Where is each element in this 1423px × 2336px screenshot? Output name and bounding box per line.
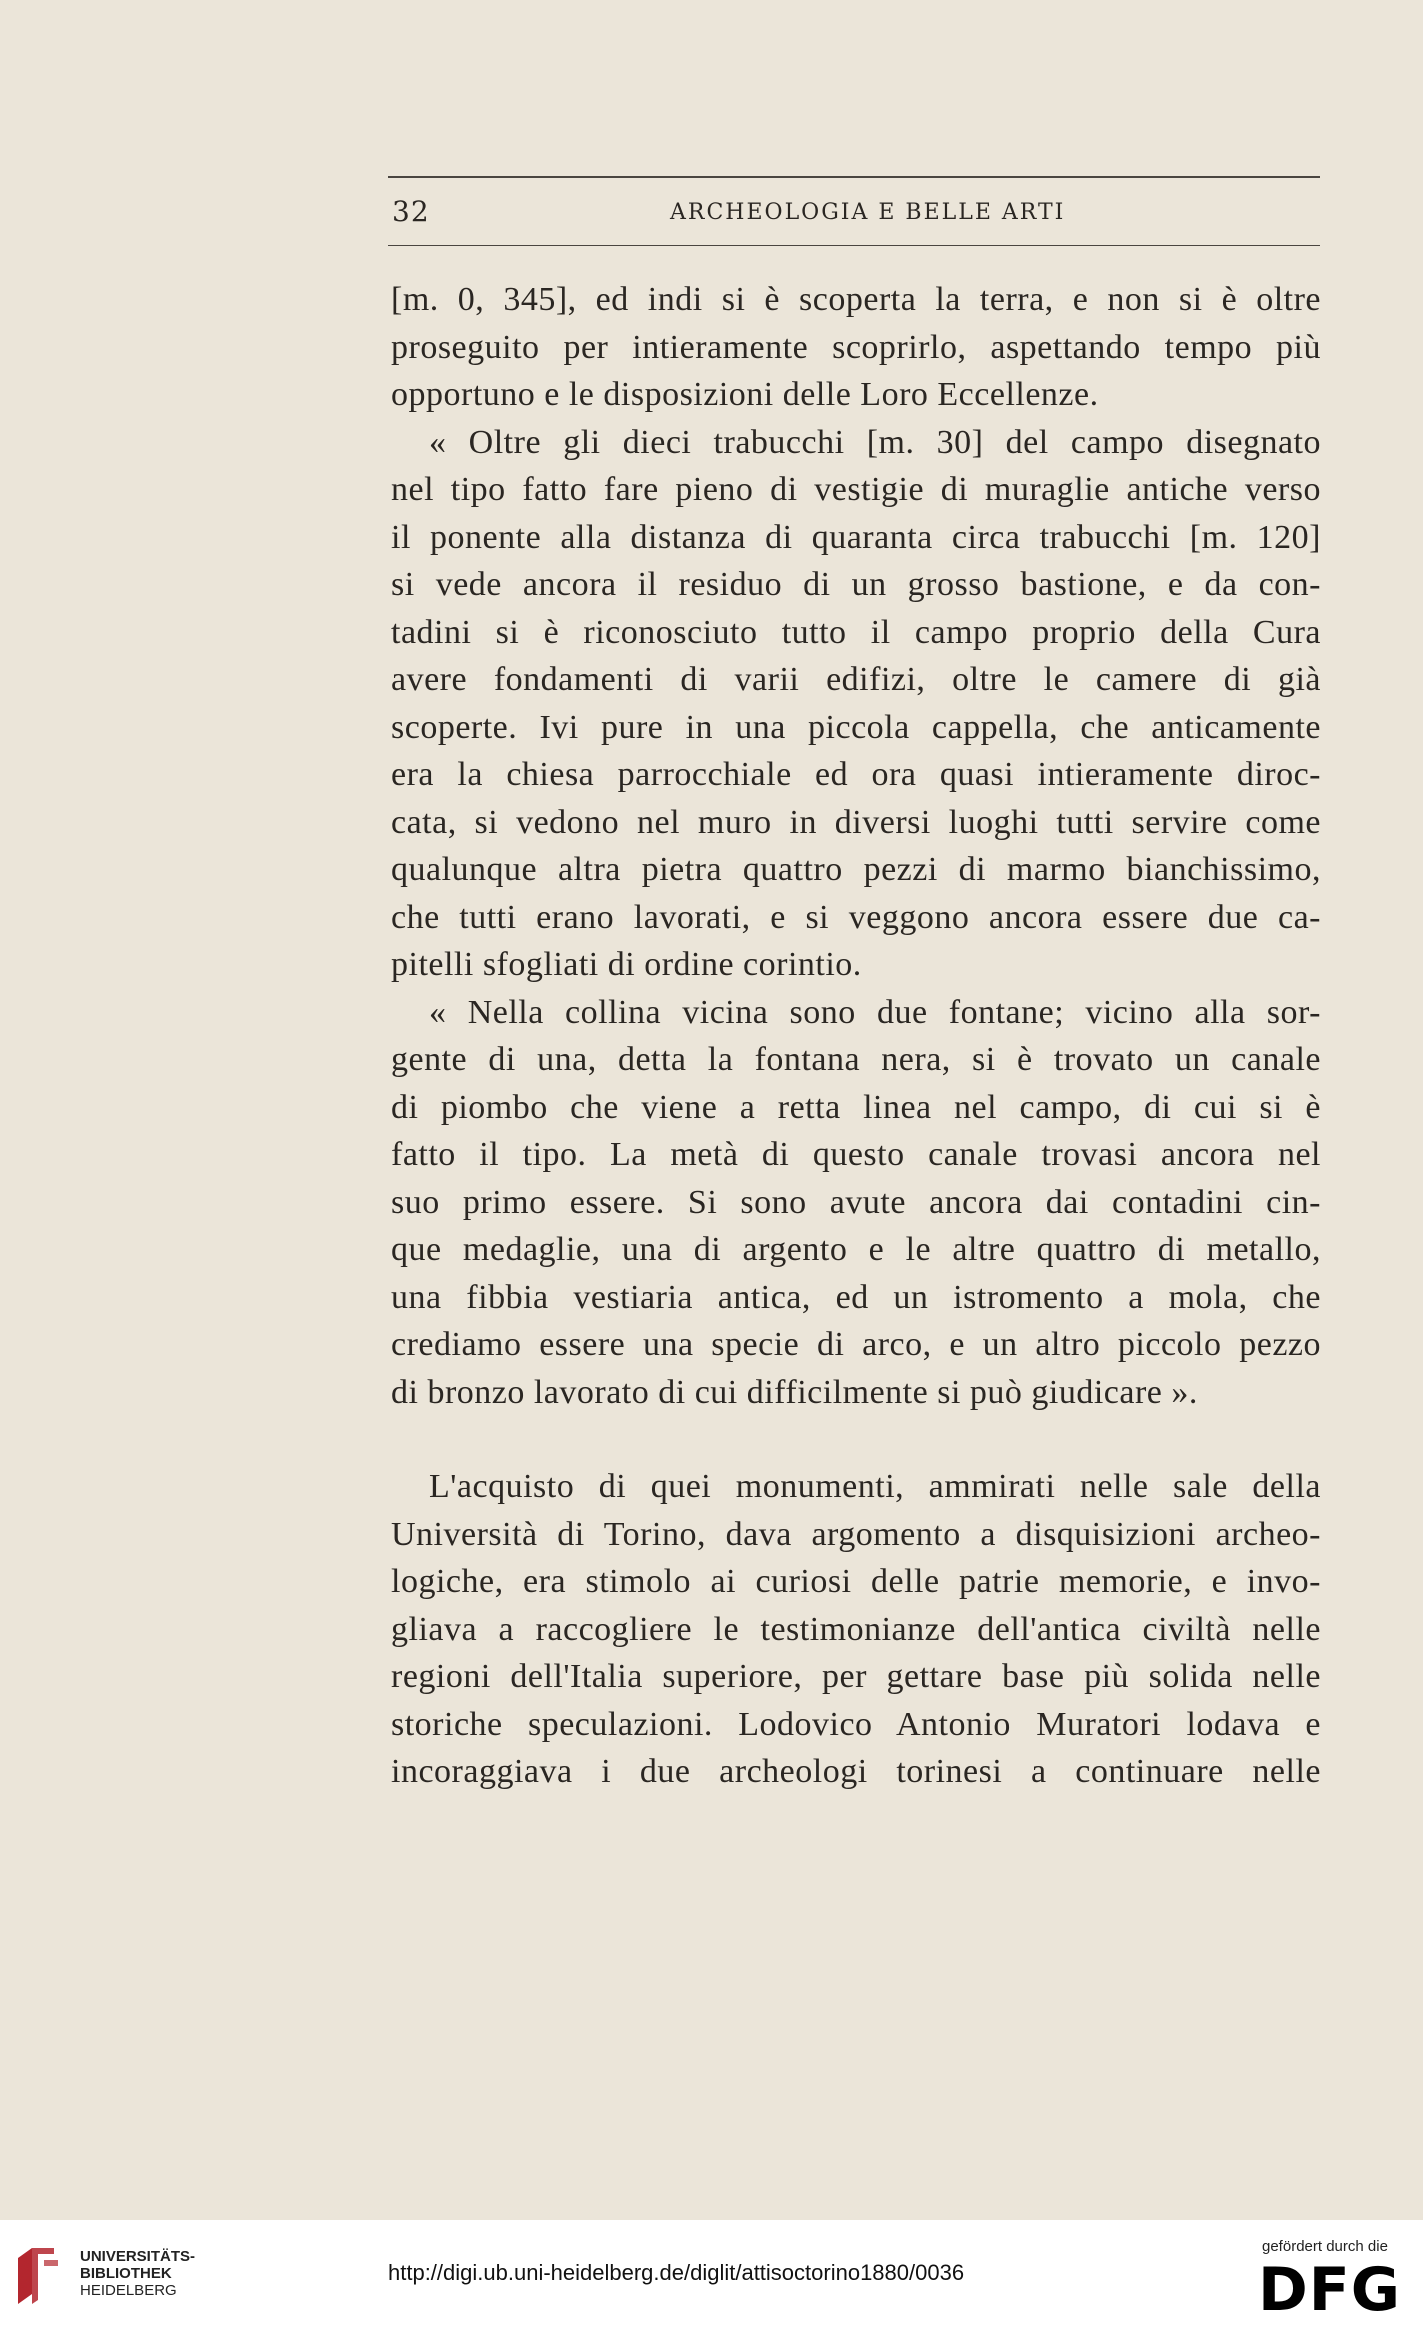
text-line: logiche, era stimolo ai curiosi delle patrie memorie, e invo-	[391, 1563, 1321, 1600]
text-line: di bronzo lavorato di cui difficilmente si può giudicare ».	[391, 1373, 1198, 1411]
text-line: qualunque altra pietra quattro pezzi di marmo bianchissimo,	[391, 851, 1321, 888]
library-name-line: HEIDELBERG	[80, 2282, 177, 2299]
body-text	[391, 276, 1321, 1796]
text-line: era la chiesa parrocchiale ed ora quasi intieramente diroc-	[391, 756, 1321, 793]
source-url-link[interactable]: http://digi.ub.uni-heidelberg.de/diglit/attisoctorino1880/0036	[388, 2260, 965, 2285]
text-line: gliava a raccogliere le testimonianze dell'antica civiltà nelle	[391, 1610, 1321, 1648]
text-line: crediamo essere una specie di arco, e un altro piccolo pezzo	[391, 1326, 1321, 1363]
dfg-logo: DFG	[1258, 2255, 1402, 2325]
text-line: cata, si vedono nel muro in diversi luoghi tutti servire come	[391, 803, 1321, 841]
text-line: il ponente alla distanza di quaranta circa trabucchi [m. 120]	[391, 518, 1321, 556]
digitization-footer	[0, 2220, 1423, 2336]
text-line: L'acquisto di quei monumenti, ammirati nelle sale della	[429, 1468, 1321, 1505]
text-line: gente di una, detta la fontana nera, si è trovato un canale	[391, 1041, 1321, 1078]
text-line: suo primo essere. Si sono avute ancora dai contadini cin-	[391, 1183, 1321, 1221]
paragraph-gap	[391, 1416, 1321, 1463]
funding-note: gefördert durch die	[1262, 2238, 1388, 2255]
library-name-line: BIBLIOTHEK	[80, 2265, 172, 2282]
text-line: incoraggiava i due archeologi torinesi a continuare nelle	[391, 1753, 1321, 1790]
header-rule-top	[388, 176, 1320, 178]
page-number: 32	[392, 195, 430, 228]
text-line: nel tipo fatto fare pieno di vestigie di muraglie antiche verso	[391, 471, 1321, 508]
text-line: pitelli sfogliati di ordine corintio.	[391, 946, 862, 983]
text-line: tadini si è riconosciuto tutto il campo proprio della Cura	[391, 613, 1321, 651]
text-line: « Oltre gli dieci trabucchi [m. 30] del campo disegnato	[429, 423, 1321, 461]
text-line: « Nella collina vicina sono due fontane; vicino alla sor-	[429, 993, 1321, 1031]
text-line: opportuno e le disposizioni delle Loro Eccellenze.	[391, 376, 1099, 413]
text-line: proseguito per intieramente scoprirlo, aspettando tempo più	[391, 328, 1321, 366]
text-line: storiche speculazioni. Lodovico Antonio Muratori lodava e	[391, 1705, 1321, 1743]
text-line: regioni dell'Italia superiore, per gettare base più solida nelle	[391, 1658, 1321, 1695]
text-line: que medaglie, una di argento e le altre quattro di metallo,	[391, 1231, 1321, 1268]
header-rule-bottom	[388, 245, 1320, 246]
running-title: ARCHEOLOGIA E BELLE ARTI	[670, 200, 1066, 225]
text-line: una fibbia vestiaria antica, ed un istromento a mola, che	[391, 1278, 1321, 1316]
text-line: avere fondamenti di varii edifizi, oltre le camere di già	[391, 661, 1321, 698]
text-line: si vede ancora il residuo di un grosso bastione, e da con-	[391, 566, 1321, 603]
text-line: scoperte. Ivi pure in una piccola cappella, che anticamente	[391, 708, 1321, 746]
library-name	[80, 2248, 195, 2299]
text-line: [m. 0, 345], ed indi si è scoperta la terra, e non si è oltre	[391, 281, 1321, 318]
text-line: Università di Torino, dava argomento a disquisizioni archeo-	[391, 1515, 1321, 1553]
text-line: che tutti erano lavorati, e si veggono ancora essere due ca-	[391, 898, 1321, 936]
library-logo-icon	[14, 2244, 62, 2308]
library-name-line: UNIVERSITÄTS-	[80, 2248, 196, 2265]
text-line: di piombo che viene a retta linea nel campo, di cui si è	[391, 1088, 1321, 1126]
text-line: fatto il tipo. La metà di questo canale trovasi ancora nel	[391, 1136, 1321, 1173]
